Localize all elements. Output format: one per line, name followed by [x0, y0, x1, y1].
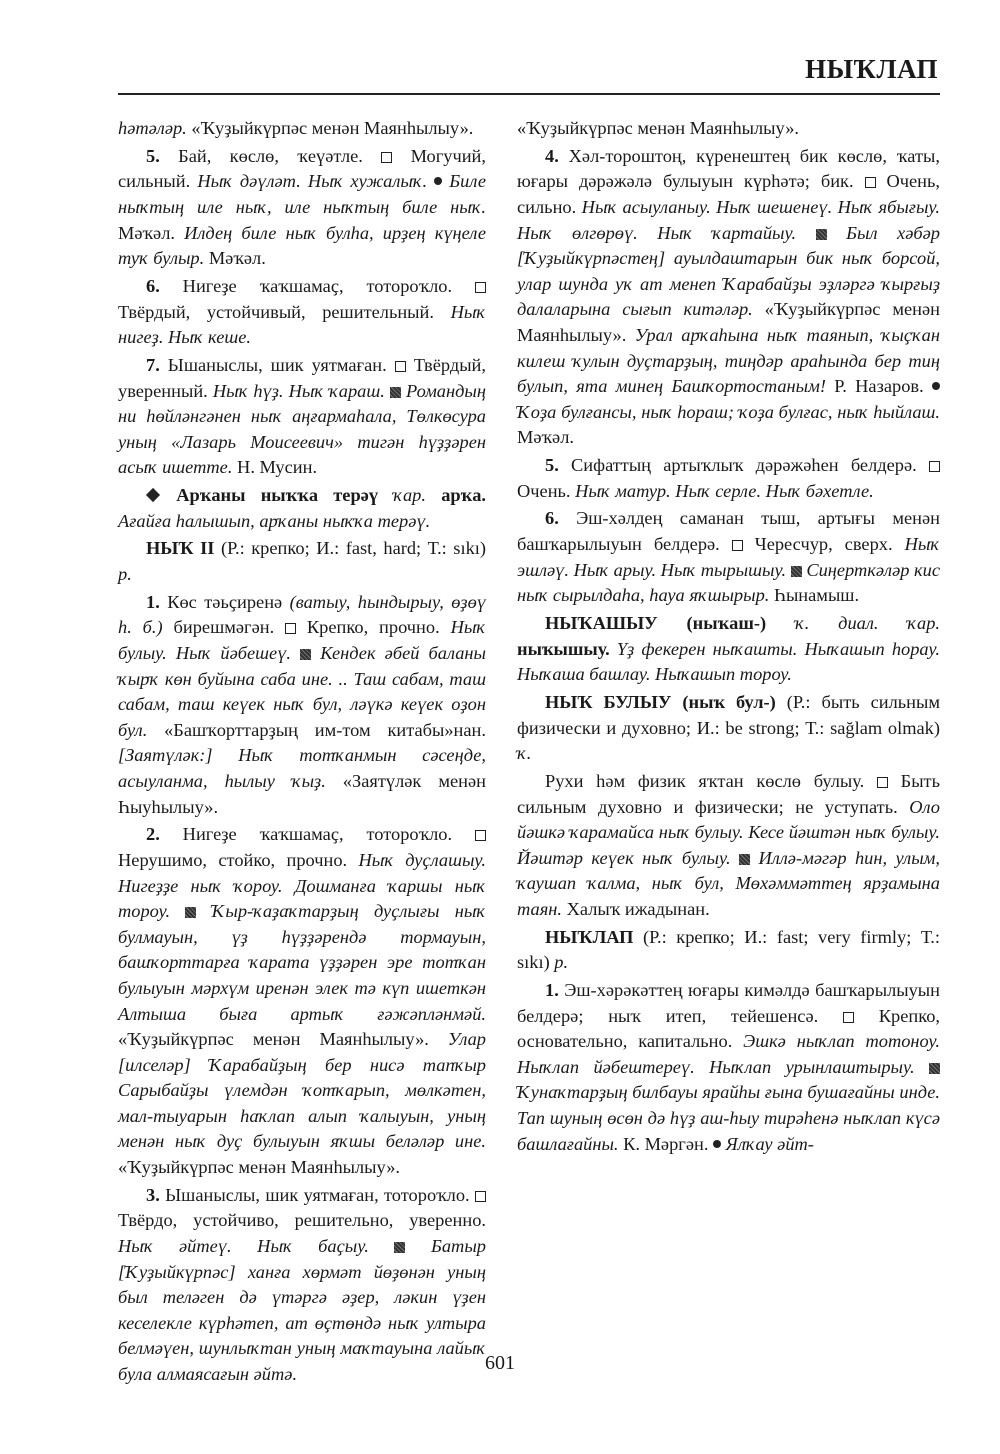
text-run: НЫҠ БУЛЫУ (ныҡ бул-) — [545, 692, 776, 712]
text-run: Һынамыш. — [769, 585, 860, 606]
text-run: Халыҡ ижадынан. — [561, 898, 710, 919]
text-run: Ныҡ асыуланыу. Ныҡ шешенеү. Ныҡ ябығыу. Ныҡ өлгөрөү. Ныҡ ҡартайыу. — [517, 196, 941, 243]
text-run: Эшкә ныҡлап тотоноу. Ныҡлап йәбештереү. Ныҡлап урынлаштырыу. — [517, 1031, 940, 1077]
text-run — [311, 643, 320, 663]
hollow-square-icon — [732, 540, 743, 551]
filled-square-icon — [185, 907, 196, 918]
text-run: Быть сильным духовно и физически; не уступать. — [517, 770, 940, 817]
filled-square-icon — [300, 649, 311, 660]
text-run: 7. — [146, 354, 160, 375]
right-column — [517, 116, 940, 1157]
text-run: ҡ. — [517, 743, 532, 764]
left-column — [118, 116, 486, 1388]
hollow-square-icon — [395, 361, 406, 372]
text-run: Очень, сильно. — [517, 171, 941, 217]
text-run: Твёрдый, уверенный. — [118, 354, 486, 401]
text-run: Ҡоҙа булғансы, ныҡ һораш; ҡоҙа булғас, ныҡ һыйлаш. — [517, 401, 940, 422]
dictionary-paragraph — [118, 590, 486, 820]
text-run: Нигеҙе ҡаҡшамаҫ, тотороҡло. — [159, 824, 475, 845]
text-run: Крепко, прочно. — [296, 617, 451, 638]
text-run: 4. — [545, 145, 559, 166]
hollow-square-icon — [475, 1191, 486, 1202]
text-run: Чересчур, сверх. — [742, 534, 905, 555]
text-run: Эш-хәлдең саманан тыш, артығы менән башҡарылыуын белдерә. — [517, 508, 940, 555]
text-run: (ватыу, һындырыу, өҙөү һ. б.) — [118, 591, 486, 638]
text-run: ҡ. диал. ҡар. — [795, 613, 940, 634]
filled-square-icon — [739, 854, 750, 865]
text-run: Арҡаны ныҡҡа терәү — [161, 485, 379, 506]
text-run — [427, 171, 434, 191]
running-head: НЫҠЛАП — [805, 54, 938, 84]
dictionary-paragraph — [517, 116, 940, 142]
text-run — [766, 613, 795, 633]
text-run: «Ҡуҙыйкүрпәс менән Маянһылыу». — [517, 118, 799, 138]
text-run: Эш-хәрәкәттең юғары кимәлдә башҡарылыуын белдерә; ныҡ итеп, тейешенсә. — [517, 980, 940, 1026]
header-rule — [118, 93, 940, 95]
text-run: р. — [554, 952, 569, 973]
dictionary-paragraph — [517, 453, 940, 504]
filled-square-icon — [791, 566, 802, 577]
text-run: Иллә-мәгәр һин, улым, ҡаушап ҡалма, ныҡ бул, Мөхәммәттең ярҙамына таян. — [517, 847, 940, 919]
dictionary-paragraph — [118, 822, 486, 1180]
text-run: арҡа. — [441, 485, 486, 506]
text-run: «Ҡуҙыйкүрпәс менән Маянһылыу». — [186, 118, 474, 138]
bullet-icon — [713, 1140, 721, 1148]
page-number: 601 — [485, 1352, 515, 1374]
text-run — [731, 848, 739, 868]
text-run: 2. — [146, 824, 160, 845]
filled-square-icon — [390, 387, 401, 398]
dictionary-paragraph — [118, 274, 486, 351]
text-run: Сиңерткәләр кис ныҡ сырылдаһа, һауа яҡшырыр. — [517, 559, 941, 606]
dictionary-paragraph — [118, 116, 486, 142]
dictionary-paragraph — [118, 144, 486, 272]
text-run: (Р.: крепко; И.: fast; very firmly; Т.: sıkı) — [517, 926, 940, 973]
text-run: Оло йәшкә ҡарамайса ныҡ булыу. Кесе йәштән ныҡ булыу. Йәштәр кеүек ныҡ булыу. — [517, 796, 940, 868]
text-run: 5. — [146, 145, 160, 166]
text-run: Крепко, основательно, капитально. — [517, 1005, 940, 1052]
dictionary-paragraph — [517, 925, 940, 976]
hollow-square-icon — [381, 152, 392, 163]
text-run: Ныҡ әйтеү. Ныҡ баҫыу. — [118, 1236, 369, 1257]
dictionary-paragraph — [517, 769, 940, 923]
text-run — [796, 223, 816, 243]
hollow-square-icon — [865, 177, 876, 188]
text-run: «Башҡорттарҙың им-том китабы»нан. — [147, 719, 486, 740]
text-run: Урал арҡаһына ныҡ таянып, ҡыҫҡан килеш ҡулын дуҫтарҙың, тиңдәр араһында бер тиң булып, ята минең Башҡортостаным! — [517, 324, 941, 397]
text-run — [291, 643, 300, 663]
text-run: Көс тәьҫиренә — [159, 591, 290, 612]
text-run: НЫҠЛАП — [545, 926, 634, 947]
text-run — [610, 639, 617, 659]
diamond-icon — [146, 488, 160, 502]
text-run: Мәҡәл. — [517, 427, 574, 448]
text-run — [827, 223, 847, 243]
text-run: «Ҡуҙыйкүрпәс менән Маянһылыу». — [517, 299, 940, 345]
text-run: Ныҡ дәүләт. Ныҡ хужалыҡ. — [197, 171, 428, 192]
text-run: Ҡунаҡтарҙың билбауы ярайһы ғына бушағайны инде. Тап шуның өсөн дә һүҙ аш-һыу тирәһенә ныҡлап күсә башлағайны. — [517, 1082, 940, 1154]
text-run: бирешмәгән. — [162, 617, 286, 638]
filled-square-icon — [394, 1242, 405, 1253]
text-run: Илдең биле ныҡ булһа, ирҙең күңеле туҡ булыр. — [118, 222, 487, 269]
text-run: Хәл-тороштоң, күренештең бик көслө, ҡаты, юғары дәрәжәлә булыуын күрһәтә; бик. — [517, 145, 940, 192]
text-run: Ышаныслы, шик уятмаған, тотороҡло. — [159, 1184, 475, 1205]
text-run: Мәҡәл. — [204, 248, 266, 269]
text-run: (Р.: крепко; И.: fast, hard; Т.: sıkı) — [214, 538, 486, 559]
text-run: ныҡышыу. — [517, 638, 610, 659]
dictionary-paragraph — [118, 353, 486, 481]
filled-square-icon — [816, 229, 827, 240]
text-run — [915, 1057, 929, 1077]
text-run: 5. — [545, 455, 559, 476]
dictionary-paragraph — [118, 483, 486, 534]
text-run: 6. — [545, 508, 559, 529]
text-run: Ағайға һалышып, арҡаны ныҡҡа терәү. — [118, 510, 431, 531]
hollow-square-icon — [475, 282, 486, 293]
text-run: Ныҡ һүҙ. Ныҡ ҡараш. — [212, 380, 385, 401]
text-run: Ныҡ эшләү. Ныҡ арыу. Ныҡ тырышыу. — [517, 534, 940, 580]
text-run: НЫҠАШЫУ (ныҡаш-) — [545, 613, 767, 634]
text-run: Бай, көслө, ҡеүәтле. — [159, 145, 382, 166]
text-run: Нигеҙе ҡаҡшамаҫ, тотороҡло. — [159, 275, 475, 296]
text-run: Ныҡ дуҫлашыу. Нигеҙҙе ныҡ ҡороу. Дошманға ҡаршы ныҡ тороу. — [118, 849, 487, 922]
dictionary-paragraph — [517, 506, 940, 608]
text-run: Үҙ фекерен ныҡашты. Ныҡашып һорау. Ныҡаша башлау. Ныҡашып тороу. — [517, 638, 940, 685]
text-run: Батыр [Ҡуҙыйкүрпәс] ханға хөрмәт йөҙөнән уның был теләген дә үтәргә әҙер, ләкин үҙен кеселекле күрһәтеп, ат өҫтөндә ныҡ ултыра белмәүен, шунлыҡтан уның маҡтауына лайыҡ була алмаясағын әйтә. — [118, 1236, 486, 1384]
filled-square-icon — [929, 1063, 940, 1074]
hollow-square-icon — [475, 830, 486, 841]
text-run: «Заятүләк менән Һыуһылыу». — [118, 770, 486, 817]
text-run: р. — [118, 564, 132, 585]
text-run: 6. — [146, 275, 160, 296]
hollow-square-icon — [843, 1012, 854, 1023]
text-run: Ныҡ матур. Ныҡ серле. Ныҡ бәхетле. — [575, 480, 874, 501]
text-run — [170, 901, 185, 921]
text-run — [426, 485, 441, 505]
text-run: Ныҡ булыу. Ныҡ йәбешеү. — [118, 617, 486, 663]
dictionary-paragraph — [118, 536, 486, 587]
text-run: «Ҡуҙыйкүрпәс менән Маянһылыу». — [118, 1029, 448, 1050]
text-run: «Ҡуҙыйкүрпәс менән Маянһылыу». — [118, 1157, 400, 1178]
text-run: Н. Мусин. — [232, 457, 318, 478]
text-run — [369, 1236, 395, 1256]
text-run: Нерушимо, стойко, прочно. — [118, 849, 359, 870]
text-run: Биле ныҡтың иле ныҡ, иле ныҡтың биле ныҡ. — [118, 171, 486, 217]
dictionary-paragraph — [517, 144, 940, 451]
text-run: Рухи һәм физик яҡтан көслө булыу. — [545, 770, 877, 791]
text-run: 1. — [545, 980, 559, 1001]
text-run: Улар [илселәр] Ҡарабайҙың бер нисә тапҡыр Сарыбайҙы үлемдән ҡотҡарып, мөлкәтен, мал-тыуарын һаҡлап алып ҡалыуын, уның менән ныҡ дуҫ булыуын яҡшы беләләр ине. — [118, 1029, 486, 1152]
text-run: Сифаттың артыҡлыҡ дәрәжәһен белдерә. — [558, 455, 929, 476]
dictionary-paragraph — [517, 690, 940, 767]
dictionary-paragraph — [517, 978, 940, 1157]
text-run: ҡар. — [393, 485, 426, 506]
text-run: Твёрдый, устойчивый, решительный. — [118, 301, 451, 322]
text-run: Р. Назаров. — [826, 376, 932, 397]
dictionary-paragraph — [517, 611, 940, 688]
text-run: 1. — [146, 591, 160, 612]
text-run — [405, 1236, 431, 1256]
text-run — [196, 901, 211, 921]
text-run: (Р.: быть сильным физически и духовно; И.: be strong; Т.: sağlam olmak) — [517, 692, 940, 738]
text-run: Ышаныслы, шик уятмаған. — [159, 354, 395, 375]
text-run: [Заятүләк:] Ныҡ тотҡанмын сәсеңде, асыуланма, һылыу ҡыҙ. — [118, 745, 486, 791]
text-run: Очень. — [517, 480, 576, 501]
text-run — [378, 485, 393, 505]
text-run: Ялҡау әйт- — [725, 1133, 814, 1154]
text-run: Твёрдо, устойчиво, решительно, уверенно. — [118, 1210, 486, 1231]
text-run: Кендек әбей баланы ҡырҡ көн буйына саба ине. .. Таш сабам, таш сабам, таш кеүек ныҡ бул, ләүкә кеүек оҙон бул. — [118, 643, 486, 740]
text-run: НЫҠ II — [146, 538, 215, 559]
text-run: 3. — [146, 1184, 160, 1205]
text-run: Романдың ни һөйләнгәнен ныҡ аңғармаһала, Төлкөсура уның «Лазарь Моисеевич» тигән һүҙҙәрен асыҡ ишетте. — [118, 380, 487, 478]
text-run: К. Мәргән. — [618, 1133, 714, 1154]
text-run: һәтәләр. — [118, 118, 187, 138]
text-run: Был хәбәр [Ҡуҙыйкүрпәстең] ауылдаштарын бик ныҡ борсой, улар шунда уҡ ат менеп Ҡарабайҙы эҙләргә ҡырғыҙ далаларына сығып китәләр. — [517, 222, 940, 320]
hollow-square-icon — [877, 777, 888, 788]
hollow-square-icon — [285, 623, 296, 634]
hollow-square-icon — [929, 461, 940, 472]
bullet-icon — [932, 382, 940, 390]
text-run: Ҡыр-ҡаҙаҡтарҙың дуҫлығы ныҡ булмауын, үҙ һүҙҙәрендә тормауын, башҡорттарға ҡарата үҙҙәрен эре тотҡан булыуын мәрхүм иренән элек тә күп ишеткән Алтыша быға артыҡ ғәжәпләнмәй. — [118, 901, 486, 1024]
text-run: Мәҡәл. — [118, 222, 185, 243]
text-run: Могучий, сильный. — [118, 145, 486, 192]
bullet-icon — [434, 177, 442, 185]
text-run: Ныҡ нигеҙ. Ныҡ кеше. — [118, 301, 486, 348]
